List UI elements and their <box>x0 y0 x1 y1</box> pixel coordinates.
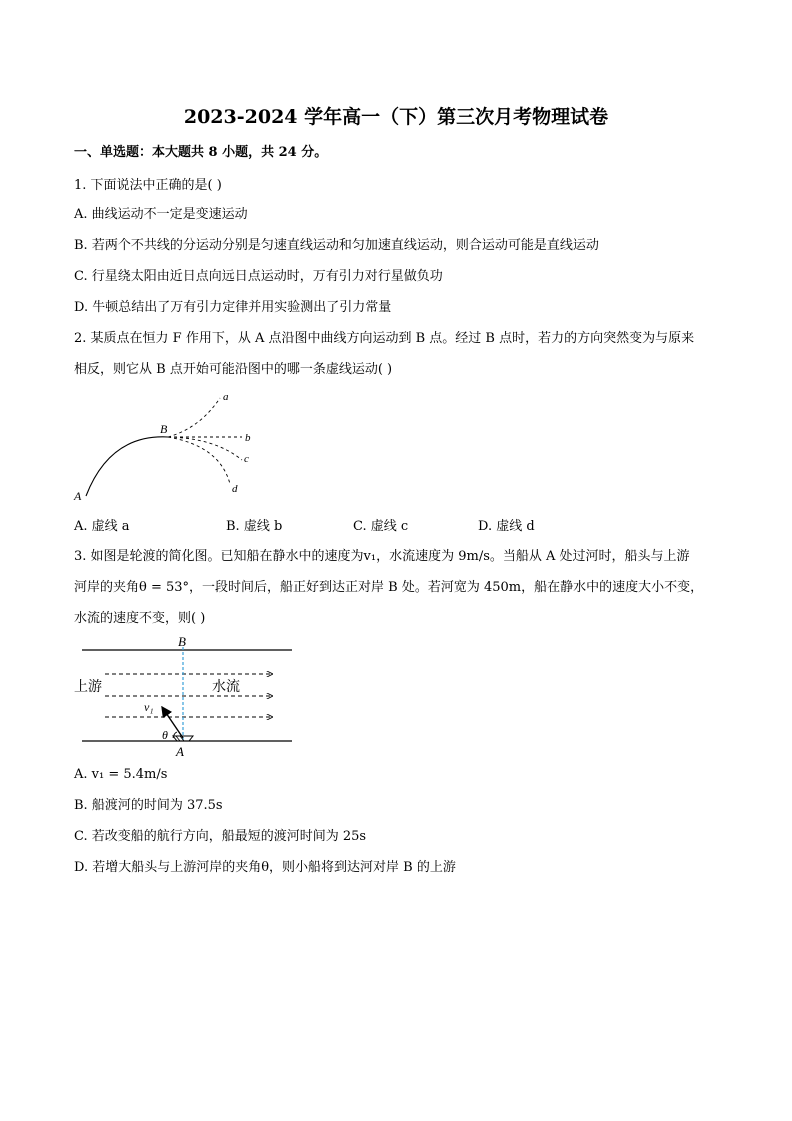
curve-a-to-b <box>86 437 168 496</box>
label-a: A <box>176 744 184 758</box>
q2-option-d[interactable]: D. 虚线 d <box>478 519 535 534</box>
exam-title: 2023-2024 学年高一（下）第三次月考物理试卷 <box>183 106 609 128</box>
q3-option-b[interactable]: B. 船渡河的时间为 37.5s <box>74 798 223 813</box>
q2-options <box>74 515 714 535</box>
q1-option-c[interactable]: C. 行星绕太阳由近日点向远日点运动时，万有引力对行星做负功 <box>74 269 443 284</box>
label-v1: v₁ <box>144 700 154 714</box>
q3-ferry-figure <box>70 633 300 758</box>
q3-stem-line1: 3. 如图是轮渡的简化图。已知船在静水中的速度为v₁，水流速度为 9m/s。当船从 A 处过河时，船头与上游 <box>74 549 690 564</box>
q2-stem-line2: 相反，则它从 B 点开始可能沿图中的哪一条虚线运动( ) <box>74 362 393 377</box>
dashed-line-c <box>168 437 242 460</box>
dashed-line-a <box>168 398 220 437</box>
label-upstream: 上游 <box>74 679 102 695</box>
q3-stem-line3: 水流的速度不变，则( ) <box>74 611 206 626</box>
q1-stem: 1. 下面说法中正确的是( ) <box>74 178 222 193</box>
q2-stem-line1: 2. 某质点在恒力 F 作用下，从 A 点沿图中曲线方向运动到 B 点。经过 B 点时，若力的方向突然变为与原来 <box>74 331 695 346</box>
label-line-c: c <box>244 453 249 465</box>
label-theta: θ <box>162 728 168 742</box>
section-heading: 一、单选题：本大题共 8 小题，共 24 分。 <box>74 145 328 160</box>
label-point-a: A <box>74 489 82 503</box>
q1-option-b[interactable]: B. 若两个不共线的分运动分别是匀速直线运动和匀加速直线运动，则合运动可能是直线运动 <box>74 238 599 253</box>
label-flow: 水流 <box>212 679 240 695</box>
q2-trajectory-figure <box>70 388 270 508</box>
q3-option-a[interactable]: A. v₁ = 5.4m/s <box>74 767 168 782</box>
q3-option-c[interactable]: C. 若改变船的航行方向，船最短的渡河时间为 25s <box>74 829 367 844</box>
q2-option-a[interactable]: A. 虚线 a <box>74 519 130 534</box>
label-b: B <box>178 634 186 649</box>
q1-option-a[interactable]: A. 曲线运动不一定是变速运动 <box>74 207 248 222</box>
q1-option-d[interactable]: D. 牛顿总结出了万有引力定律并用实验测出了引力常量 <box>74 300 392 315</box>
q3-option-d[interactable]: D. 若增大船头与上游河岸的夹角θ，则小船将到达河对岸 B 的上游 <box>74 860 456 875</box>
dashed-line-d <box>168 437 230 484</box>
q2-option-c[interactable]: C. 虚线 c <box>353 519 409 534</box>
q2-option-b[interactable]: B. 虚线 b <box>226 519 283 534</box>
label-line-a: a <box>223 391 229 403</box>
q3-stem-line2: 河岸的夹角θ = 53°，一段时间后，船正好到达正对岸 B 处。若河宽为 450m，船在静水中的速度大小不变， <box>74 580 704 595</box>
label-line-b: b <box>245 432 251 444</box>
label-point-b: B <box>160 422 168 436</box>
label-line-d: d <box>232 483 238 495</box>
